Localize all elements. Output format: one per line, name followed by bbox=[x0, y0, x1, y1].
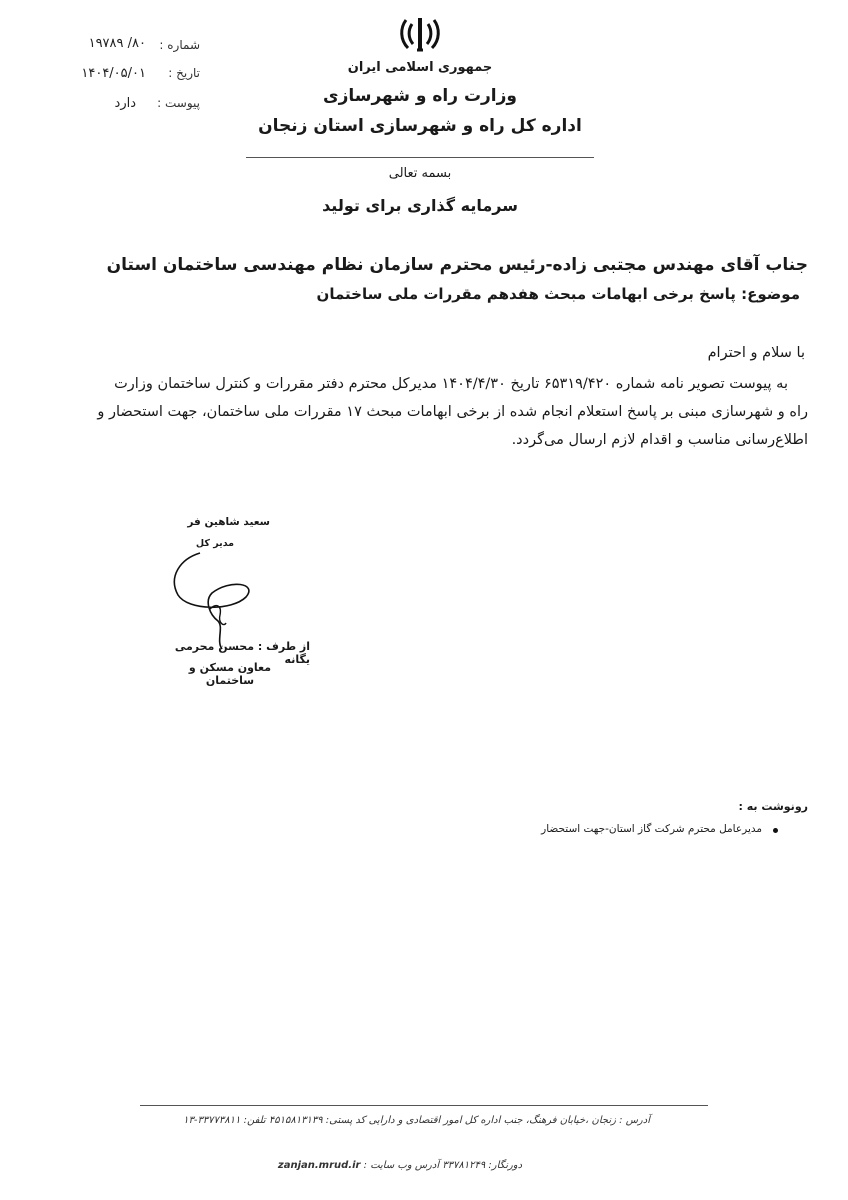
body-line-2: راه و شهرسازی مبنی بر پاسخ استعلام انجام شده از برخی ابهامات مبحث ۱۷ مقررات ملی ساختمان، جهت استحضار و bbox=[97, 404, 808, 420]
bullet-icon bbox=[773, 828, 778, 833]
attachment-value: دارد bbox=[114, 96, 136, 111]
date-label: تاریخ : bbox=[168, 66, 200, 80]
footer-website[interactable]: zanjan.mrud.ir bbox=[277, 1160, 361, 1171]
iran-emblem-icon bbox=[398, 14, 442, 54]
deputy-title: معاون مسکن و ساختمان bbox=[188, 661, 272, 687]
subject: موضوع: پاسخ برخی ابهامات مبحث هفدهم مقررات ملی ساختمان bbox=[316, 285, 800, 303]
on-behalf-of: از طرف : محسن محرمی یگانه bbox=[174, 640, 310, 666]
header-ministry: وزارت راه و شهرسازی bbox=[322, 86, 517, 106]
footer-website-label: دورنگار: ۳۳۷۸۱۲۴۹ آدرس وب سایت : bbox=[363, 1160, 523, 1171]
date-value: ۱۴۰۴/۰۵/۰۱ bbox=[81, 66, 146, 81]
recipient: جناب آقای مهندس مجتبی زاده-رئیس محترم سازمان نظام مهندسی ساختمان استان bbox=[106, 255, 808, 275]
attachment-label: پیوست : bbox=[157, 96, 200, 110]
header-department: اداره کل راه و شهرسازی استان زنجان bbox=[258, 116, 582, 136]
footer-website-row bbox=[250, 1160, 550, 1171]
greeting: با سلام و احترام bbox=[707, 345, 805, 361]
slogan: سرمایه گذاری برای تولید bbox=[322, 196, 518, 215]
number-value: ۸۰/ ۱۹۷۸۹ bbox=[88, 36, 146, 51]
body-line-1: به پیوست تصویر نامه شماره ۶۵۳۱۹/۴۲۰ تاریخ ۱۴۰۴/۴/۳۰ مدیرکل محترم دفتر مقررات و کنترل ساختمان وزارت bbox=[114, 376, 788, 392]
list-item bbox=[480, 823, 780, 835]
letter-body bbox=[40, 370, 808, 454]
letter-meta bbox=[40, 36, 210, 116]
body-line-3: اطلاع‌رسانی مناسب و اقدام لازم ارسال می‌گردد. bbox=[511, 432, 808, 448]
cc-item-text: مدیرعامل محترم شرکت گاز استان-جهت استحضار bbox=[541, 823, 762, 835]
handwritten-signature bbox=[160, 545, 270, 655]
cc-list bbox=[480, 823, 780, 835]
number-label: شماره : bbox=[159, 38, 200, 52]
cc-label: رونوشت به : bbox=[738, 800, 808, 813]
footer-address: آدرس : زنجان ،خیابان فرهنگ، جنب اداره کل امور اقتصادی و دارایی کد پستی: ۴۵۱۵۸۱۳۱۳۹ تلفن: ۳۳۷۷۳۸۱۱-۱۳ bbox=[183, 1115, 650, 1126]
header-country: جمهوری اسلامی ایران bbox=[347, 60, 493, 75]
footer-divider bbox=[140, 1105, 708, 1106]
signer-title: مدیر کل bbox=[195, 538, 235, 549]
invocation: بسمه تعالی bbox=[388, 166, 452, 181]
header-divider bbox=[246, 157, 594, 158]
signer-name: سعید شاهین فر bbox=[187, 516, 270, 528]
